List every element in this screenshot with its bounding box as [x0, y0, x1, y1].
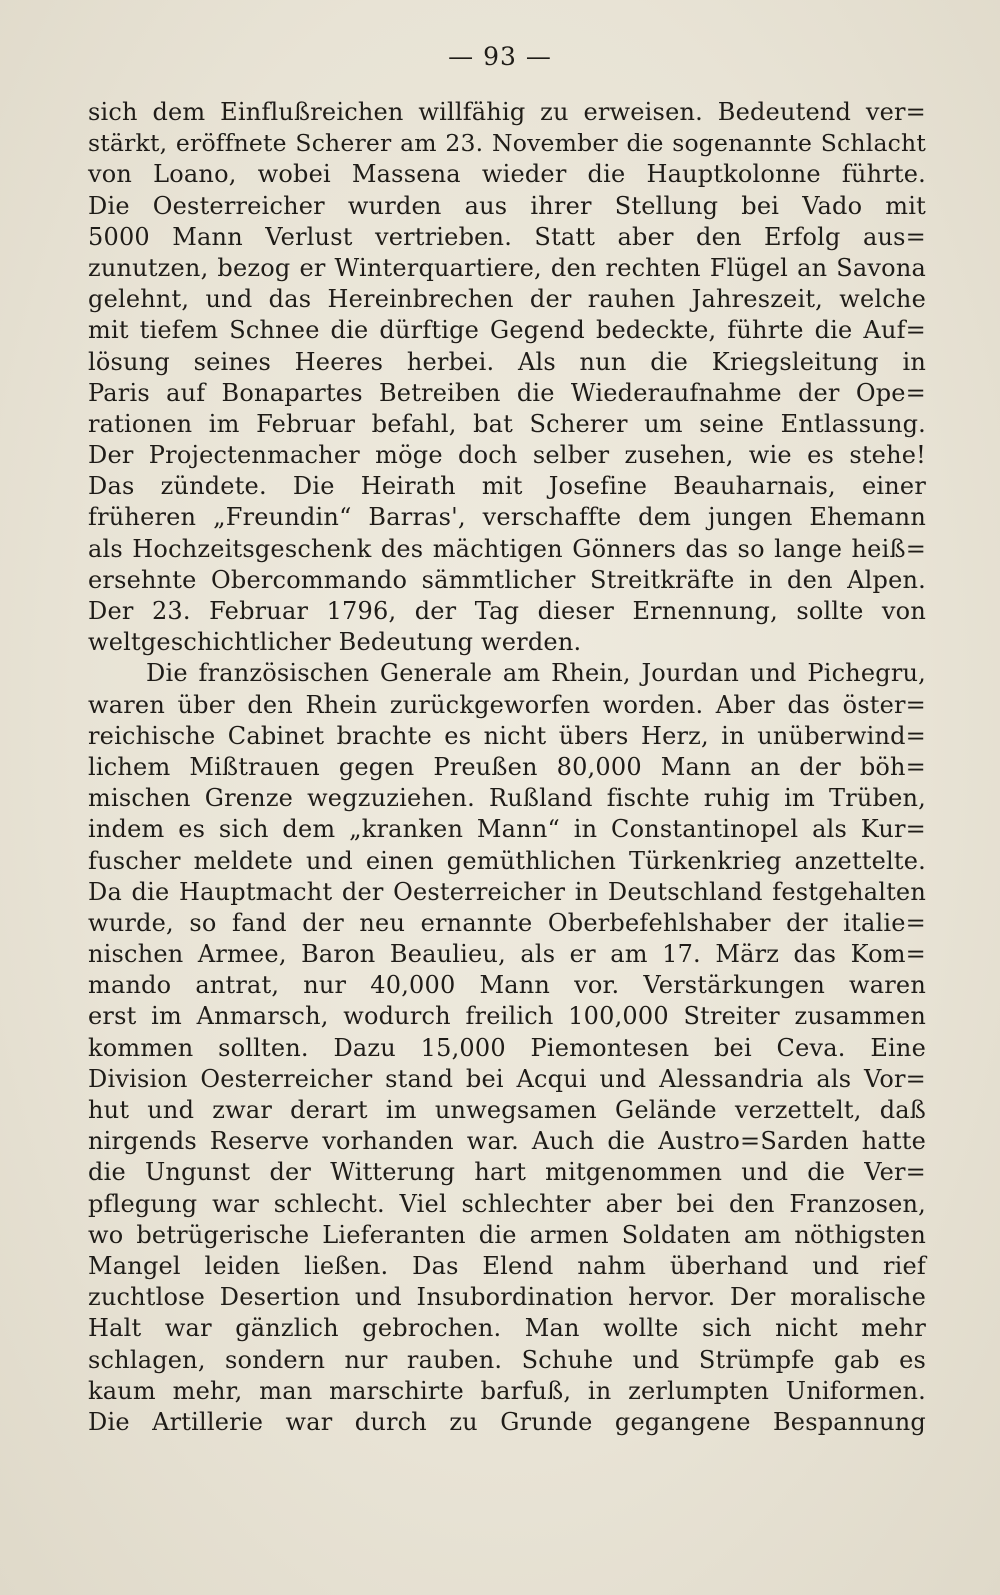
paragraph-start-line: Die französischen Generale am Rhein, Jourdan und Pichegru,	[146, 659, 926, 688]
text-line: Der 23. Februar 1796, der Tag dieser Ernennung, sollte von	[88, 597, 926, 625]
text-line: lichem Mißtrauen gegen Preußen 80,000 Mann an der böh=	[88, 752, 926, 781]
text-line: weltgeschichtlicher Bedeutung werden.	[88, 628, 582, 657]
text-line: pflegung war schlecht. Viel schlechter aber bei den Franzosen,	[88, 1189, 926, 1218]
text-line: Der Projectenmacher möge doch selber zusehen, wie es stehe!	[88, 441, 926, 470]
text-line: zunutzen, bezog er Winterquartiere, den rechten Flügel an Savona	[88, 253, 926, 282]
text-line: gelehnt, und das Hereinbrechen der rauhen Jahreszeit, welche	[88, 285, 926, 314]
body-text	[88, 97, 926, 1438]
text-line: fuscher meldete und einen gemüthlichen Türkenkrieg anzettelte.	[88, 846, 926, 875]
text-line: rationen im Februar befahl, bat Scherer um seine Entlassung.	[88, 409, 926, 438]
text-line: von Loano, wobei Massena wieder die Hauptkolonne führte.	[88, 160, 926, 189]
text-line: Da die Hauptmacht der Oesterreicher in Deutschland festgehalten	[88, 877, 926, 906]
text-line: wo betrügerische Lieferanten die armen Soldaten am nöthigsten	[88, 1220, 926, 1249]
text-line: Das zündete. Die Heirath mit Josefine Beauharnais, einer	[88, 472, 926, 501]
text-line: Division Oesterreicher stand bei Acqui und Alessandria als Vor=	[88, 1064, 926, 1093]
text-line: Halt war gänzlich gebrochen. Man wollte sich nicht mehr	[88, 1314, 926, 1343]
text-line: reichische Cabinet brachte es nicht übers Herz, in unüberwind=	[88, 721, 926, 750]
text-line: nirgends Reserve vorhanden war. Auch die Austro=Sarden hatte	[88, 1127, 926, 1156]
text-line: kaum mehr, man marschirte barfuß, in zerlumpten Uniformen.	[88, 1376, 926, 1405]
text-line: mischen Grenze wegzuziehen. Rußland fischte ruhig im Trüben,	[88, 784, 926, 813]
text-line: früheren „Freundin“ Barras', verschaffte dem jungen Ehemann	[88, 503, 926, 532]
page-number: — 93 —	[448, 42, 552, 71]
text-line: erst im Anmarsch, wodurch freilich 100,000 Streiter zusammen	[88, 1002, 926, 1031]
text-line: Die Artillerie war durch zu Grunde gegangene Bespannung	[88, 1407, 926, 1436]
text-line: als Hochzeitsgeschenk des mächtigen Gönners das so lange heiß=	[88, 534, 926, 563]
text-line: zuchtlose Desertion und Insubordination hervor. Der moralische	[88, 1283, 926, 1312]
text-line: wurde, so fand der neu ernannte Oberbefehlshaber der italie=	[88, 908, 926, 937]
text-line: sich dem Einflußreichen willfähig zu erweisen. Bedeutend ver=	[88, 98, 926, 126]
text-line: Die Oesterreicher wurden aus ihrer Stellung bei Vado mit	[88, 191, 926, 220]
text-line: 5000 Mann Verlust vertrieben. Statt aber den Erfolg aus=	[88, 222, 926, 251]
text-line: mit tiefem Schnee die dürftige Gegend bedeckte, führte die Auf=	[88, 316, 926, 345]
text-line: ersehnte Obercommando sämmtlicher Streitkräfte in den Alpen.	[88, 565, 926, 594]
text-line: schlagen, sondern nur rauben. Schuhe und Strümpfe gab es	[88, 1345, 926, 1374]
text-line: hut und zwar derart im unwegsamen Gelände verzettelt, daß	[88, 1096, 926, 1124]
text-line: lösung seines Heeres herbei. Als nun die Kriegsleitung in	[88, 347, 926, 376]
text-line: stärkt, eröffnete Scherer am 23. November die sogenannte Schlacht	[88, 129, 926, 158]
text-line: mando antrat, nur 40,000 Mann vor. Verstärkungen waren	[88, 971, 926, 1000]
text-line: die Ungunst der Witterung hart mitgenommen und die Ver=	[88, 1158, 926, 1187]
text-line: Mangel leiden ließen. Das Elend nahm überhand und rief	[88, 1251, 926, 1280]
text-line: Paris auf Bonapartes Betreiben die Wiederaufnahme der Ope=	[88, 378, 926, 407]
text-line: kommen sollten. Dazu 15,000 Piemontesen bei Ceva. Eine	[88, 1033, 926, 1062]
text-line: indem es sich dem „kranken Mann“ in Constantinopel als Kur=	[88, 815, 926, 844]
text-line: waren über den Rhein zurückgeworfen worden. Aber das öster=	[88, 690, 926, 719]
text-line: nischen Armee, Baron Beaulieu, als er am 17. März das Kom=	[88, 940, 926, 969]
